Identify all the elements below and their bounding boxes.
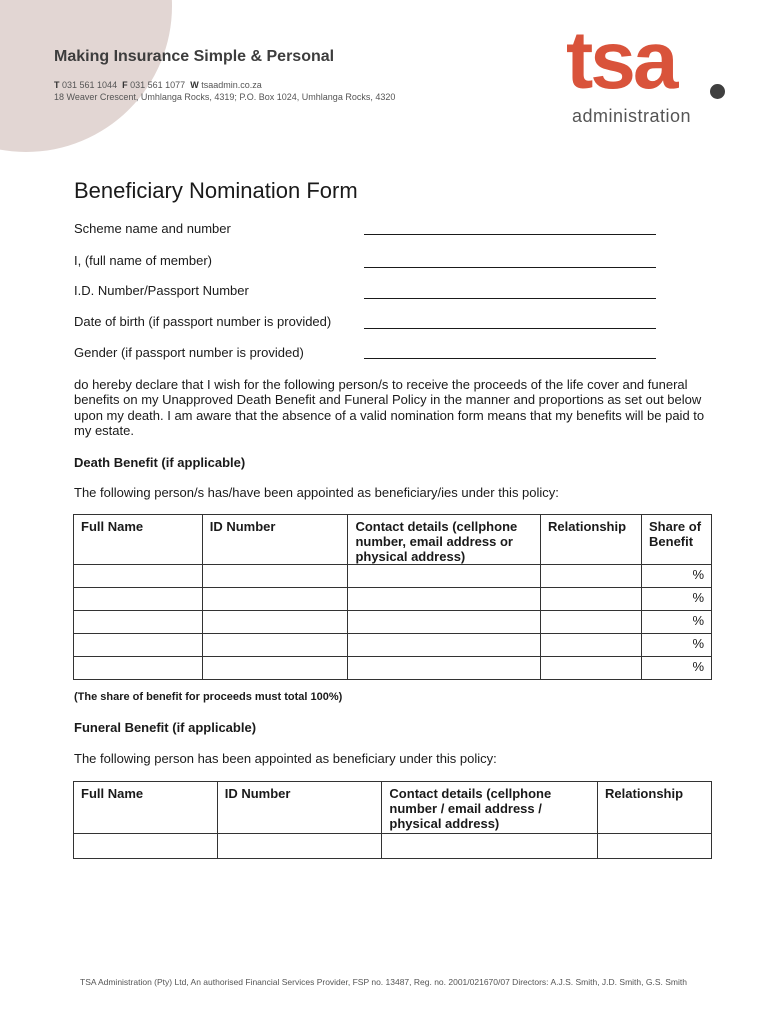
cell-id-number[interactable] <box>202 565 348 588</box>
death-benefit-intro: The following person/s has/have been appointed as beneficiary/ies under this policy: <box>74 485 559 500</box>
death-benefit-heading: Death Benefit (if applicable) <box>74 455 246 470</box>
death-benefit-table <box>73 514 712 680</box>
col-relationship: Relationship <box>541 515 642 565</box>
declaration-text: do hereby declare that I wish for the following person/s to receive the proceeds of the life cover and funeral benefits on my Unapproved Death Benefit and Funeral Policy in the manner and proportions as set out below upon my death. I am aware that the absence of a valid nomination form means that my benefits will be paid to my estate. <box>74 377 705 439</box>
fax-label: F <box>122 80 128 90</box>
col-full-name: Full Name <box>74 782 218 834</box>
table-row <box>74 834 712 859</box>
col-contact-details: Contact details (cellphone number / email address / physical address) <box>382 782 598 834</box>
cell-id-number[interactable] <box>202 588 348 611</box>
form-title: Beneficiary Nomination Form <box>74 178 358 203</box>
cell-share-percent[interactable]: % <box>642 565 712 588</box>
decorative-circle <box>0 0 172 152</box>
cell-contact[interactable] <box>348 634 541 657</box>
table-row <box>74 657 712 680</box>
footer-text: TSA Administration (Pty) Ltd, An authorised Financial Services Provider, FSP no. 13487, Reg. no. 2001/021670/07 Directors: A.J.S. Smith, J.D. Smith, G.S. Smith <box>80 977 687 987</box>
tsa-logo: tsa <box>566 15 676 106</box>
cell-full-name[interactable] <box>74 657 203 680</box>
field-id-number-input[interactable] <box>364 285 656 299</box>
cell-share-percent[interactable]: % <box>642 657 712 680</box>
cell-full-name[interactable] <box>74 565 203 588</box>
table-row <box>74 565 712 588</box>
cell-share-percent[interactable]: % <box>642 611 712 634</box>
funeral-benefit-header-row <box>74 782 712 834</box>
field-label-member-name: I, (full name of member) <box>74 253 212 268</box>
field-label-id-number: I.D. Number/Passport Number <box>74 283 249 298</box>
col-full-name: Full Name <box>74 515 203 565</box>
field-gender-input[interactable] <box>364 345 656 359</box>
funeral-benefit-heading: Funeral Benefit (if applicable) <box>74 720 257 735</box>
cell-id-number[interactable] <box>202 634 348 657</box>
tel-label: T <box>54 80 60 90</box>
cell-relationship[interactable] <box>541 611 642 634</box>
cell-relationship[interactable] <box>541 634 642 657</box>
web-label: W <box>190 80 199 90</box>
table-row <box>74 588 712 611</box>
cell-relationship[interactable] <box>541 588 642 611</box>
cell-id-number[interactable] <box>202 657 348 680</box>
cell-full-name[interactable] <box>74 834 218 859</box>
table-row <box>74 611 712 634</box>
cell-contact[interactable] <box>348 657 541 680</box>
cell-contact[interactable] <box>382 834 598 859</box>
table-row <box>74 634 712 657</box>
field-label-scheme: Scheme name and number <box>74 221 231 236</box>
death-benefit-header-row <box>74 515 712 565</box>
logo-dot-icon <box>710 84 725 99</box>
cell-id-number[interactable] <box>202 611 348 634</box>
cell-share-percent[interactable]: % <box>642 634 712 657</box>
field-label-gender: Gender (if passport number is provided) <box>74 345 304 360</box>
cell-full-name[interactable] <box>74 634 203 657</box>
col-contact-details: Contact details (cellphone number, email address or physical address) <box>348 515 541 565</box>
cell-relationship[interactable] <box>541 565 642 588</box>
tsa-logo-subtext: administration <box>572 106 692 126</box>
funeral-benefit-intro: The following person has been appointed as beneficiary under this policy: <box>74 751 497 766</box>
field-label-dob: Date of birth (if passport number is provided) <box>74 314 332 329</box>
header-address: 18 Weaver Crescent, Umhlanga Rocks, 4319; P.O. Box 1024, Umhlanga Rocks, 4320 <box>54 92 396 102</box>
cell-contact[interactable] <box>348 588 541 611</box>
header-tagline: Making Insurance Simple & Personal <box>54 48 335 65</box>
cell-id-number[interactable] <box>217 834 382 859</box>
cell-full-name[interactable] <box>74 611 203 634</box>
funeral-benefit-table <box>73 781 712 859</box>
cell-full-name[interactable] <box>74 588 203 611</box>
fax-number: 031 561 1077 <box>130 80 186 90</box>
share-total-note: (The share of benefit for proceeds must total 100%) <box>74 691 343 703</box>
cell-relationship[interactable] <box>541 657 642 680</box>
field-member-name-input[interactable] <box>364 254 656 268</box>
cell-share-percent[interactable]: % <box>642 588 712 611</box>
field-dob-input[interactable] <box>364 315 656 329</box>
field-scheme-input[interactable] <box>364 221 656 235</box>
cell-contact[interactable] <box>348 611 541 634</box>
col-share-of-benefit: Share of Benefit <box>642 515 712 565</box>
web-address: tsaadmin.co.za <box>201 80 262 90</box>
cell-relationship[interactable] <box>598 834 712 859</box>
col-relationship: Relationship <box>598 782 712 834</box>
cell-contact[interactable] <box>348 565 541 588</box>
col-id-number: ID Number <box>202 515 348 565</box>
tel-number: 031 561 1044 <box>62 80 118 90</box>
header-contact-line <box>54 80 262 90</box>
col-id-number: ID Number <box>217 782 382 834</box>
